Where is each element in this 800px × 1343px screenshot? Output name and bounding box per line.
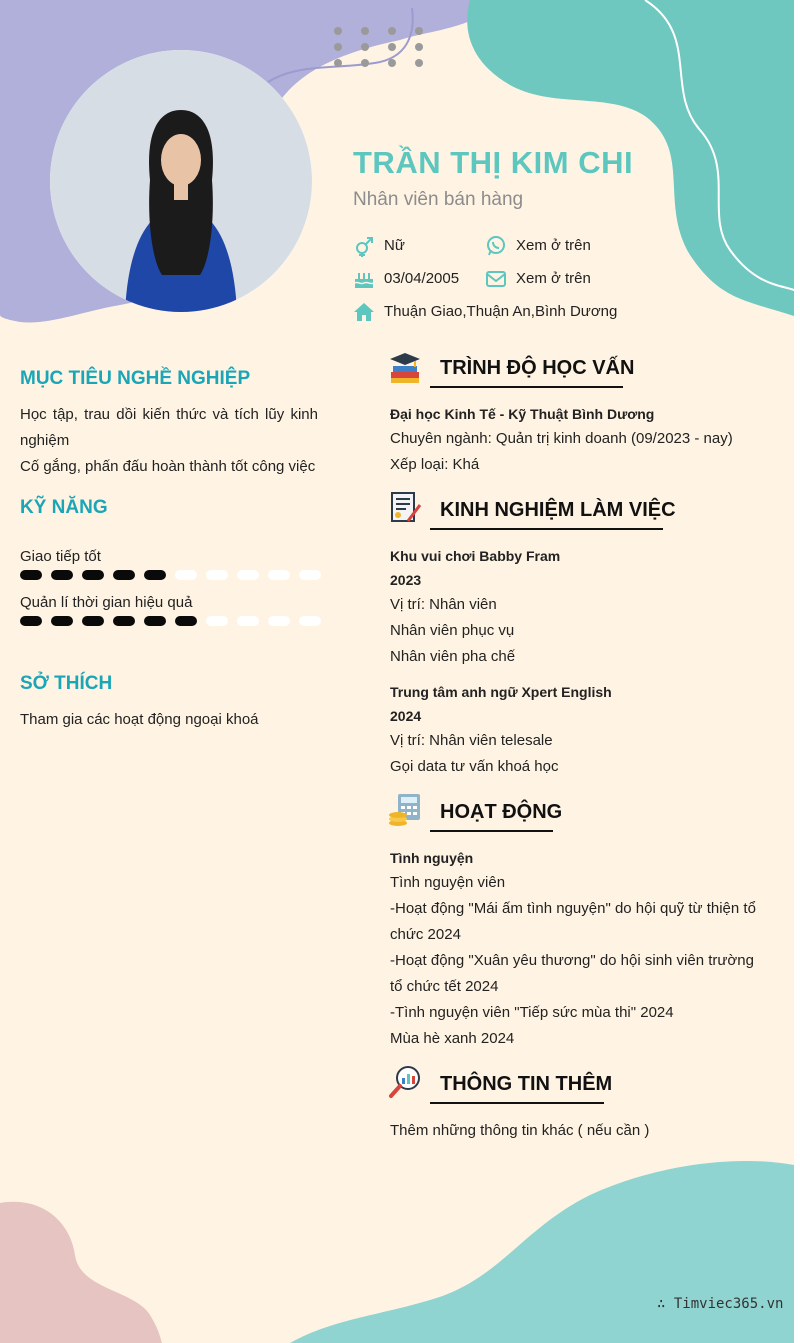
activities-group: Tình nguyện xyxy=(390,850,474,866)
additional-magnifier-chart-icon xyxy=(388,1065,422,1099)
birthday-cake-icon xyxy=(353,268,375,290)
activities-underline xyxy=(430,830,553,832)
candidate-name: TRẦN THỊ KIM CHI xyxy=(353,145,634,180)
birthday-value: 03/04/2005 xyxy=(384,270,460,287)
activities-calculator-icon xyxy=(388,793,422,827)
skill-bar-time-management xyxy=(20,616,322,626)
whatsapp-icon xyxy=(485,235,507,257)
envelope-icon xyxy=(485,268,507,290)
experience-underline xyxy=(430,528,663,530)
objective-line-1: Học tập, trau dồi kiến thức và tích lũy kinh nghiệm xyxy=(20,406,318,449)
skill-segment xyxy=(113,616,135,626)
skill-segment xyxy=(113,570,135,580)
gender-value: Nữ xyxy=(384,237,405,254)
footer-brand: ∴ Timviec365.vn xyxy=(657,1296,784,1312)
home-icon xyxy=(353,301,375,323)
activities-title: HOẠT ĐỘNG xyxy=(440,801,563,823)
skill-segment xyxy=(51,616,73,626)
additional-title: THÔNG TIN THÊM xyxy=(440,1073,613,1095)
skill-segment xyxy=(20,570,42,580)
hobbies-title: SỞ THÍCH xyxy=(20,673,113,694)
teal-bottom-blob xyxy=(290,1161,794,1343)
skill-segment xyxy=(175,616,197,626)
additional-underline xyxy=(430,1102,604,1104)
skill-segment xyxy=(206,570,228,580)
job-title: Nhân viên bán hàng xyxy=(353,189,524,210)
education-title: TRÌNH ĐỘ HỌC VẤN xyxy=(440,357,635,379)
education-major: Chuyên ngành: Quản trị kinh doanh (09/2023 - nay) xyxy=(390,430,733,447)
pink-blob xyxy=(0,1202,162,1343)
skill-bar-communication xyxy=(20,570,322,580)
job-1-line-1: Vị trí: Nhân viên xyxy=(390,596,497,613)
activities-line-2: -Hoạt động "Mái ấm tình nguyện" do hội quỹ từ thiện tổ chức 2024 xyxy=(390,900,756,943)
profile-photo xyxy=(50,50,312,312)
activities-line-1: Tình nguyện viên xyxy=(390,874,506,891)
activities-line-4: -Tình nguyện viên "Tiếp sức mùa thi" 2024 xyxy=(390,1004,674,1021)
skill-segment xyxy=(82,570,104,580)
skill-segment xyxy=(144,570,166,580)
skill-segment xyxy=(268,570,290,580)
skill-segment xyxy=(175,570,197,580)
gender-icon xyxy=(353,235,375,257)
skill-segment xyxy=(299,570,321,580)
skill-segment xyxy=(299,616,321,626)
experience-title: KINH NGHIỆM LÀM VIỆC xyxy=(440,499,676,521)
skill-segment xyxy=(20,616,42,626)
job-1-line-2: Nhân viên phục vụ xyxy=(390,622,515,639)
skill-segment xyxy=(237,616,259,626)
email-value: Xem ở trên xyxy=(516,270,591,287)
skill-segment xyxy=(206,616,228,626)
skill-segment xyxy=(51,570,73,580)
activities-line-3: -Hoạt động "Xuân yêu thương" do hội sinh viên trường tổ chức tết 2024 xyxy=(390,952,754,995)
additional-text: Thêm những thông tin khác ( nếu cần ) xyxy=(390,1122,650,1139)
skill-segment xyxy=(82,616,104,626)
skill-segment xyxy=(144,616,166,626)
job-2-line-2: Gọi data tư vấn khoá học xyxy=(390,758,559,775)
job-1-line-3: Nhân viên pha chế xyxy=(390,648,516,665)
skills-title: KỸ NĂNG xyxy=(20,497,108,518)
job-1-year: 2023 xyxy=(390,572,422,588)
objective-title: MỤC TIÊU NGHỀ NGHIỆP xyxy=(20,368,251,389)
skill-segment xyxy=(268,616,290,626)
activities-line-5: Mùa hè xanh 2024 xyxy=(390,1030,515,1047)
job-1-company: Khu vui chơi Babby Fram xyxy=(390,548,561,564)
objective-line-2: Cố gắng, phấn đấu hoàn thành tốt công việc xyxy=(20,458,316,475)
job-2-company: Trung tâm anh ngữ Xpert English xyxy=(390,684,612,700)
phone-value: Xem ở trên xyxy=(516,237,591,254)
hobbies-text: Tham gia các hoạt động ngoại khoá xyxy=(20,711,259,728)
skill-segment xyxy=(237,570,259,580)
address-value: Thuận Giao,Thuận An,Bình Dương xyxy=(384,303,618,320)
education-books-icon xyxy=(388,350,422,384)
skill-name-time-management: Quản lí thời gian hiệu quả xyxy=(20,594,193,611)
job-2-line-1: Vị trí: Nhân viên telesale xyxy=(390,732,553,749)
skill-name-communication: Giao tiếp tốt xyxy=(20,548,101,565)
experience-document-icon xyxy=(388,491,422,525)
education-underline xyxy=(430,386,623,388)
job-2-year: 2024 xyxy=(390,708,422,724)
education-school: Đại học Kinh Tế - Kỹ Thuật Bình Dương xyxy=(390,406,655,422)
education-grade: Xếp loại: Khá xyxy=(390,456,480,473)
